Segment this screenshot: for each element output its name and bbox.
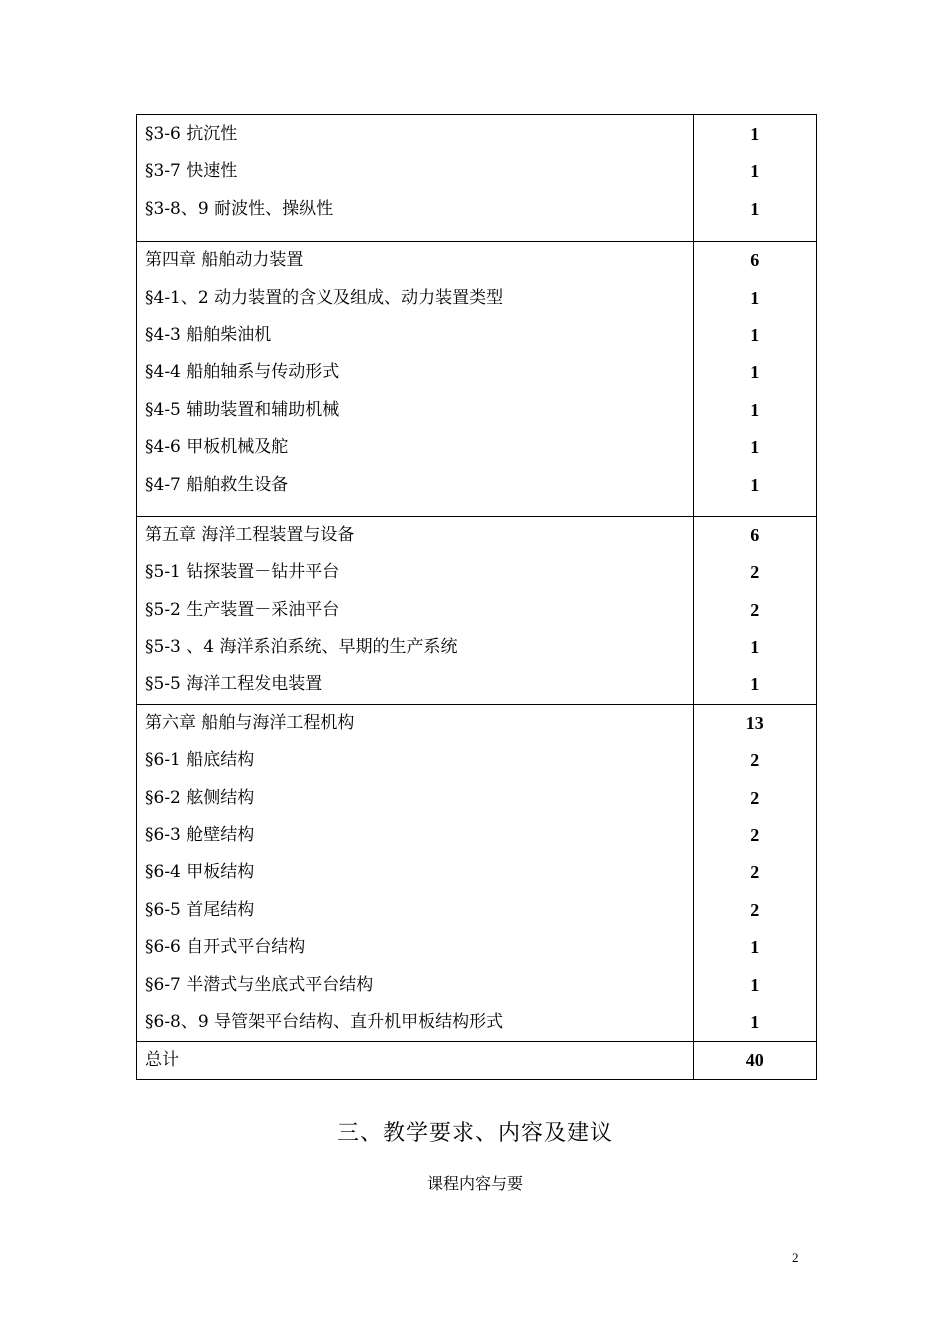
topic-cell (137, 115, 694, 242)
hours-value: 2 (750, 787, 760, 808)
hours-value: 1 (750, 362, 760, 383)
topic-label: §3-7 快速性 (145, 161, 238, 182)
hours-cell (693, 516, 816, 704)
topic-label: §5-1 钻探装置－钻井平台 (145, 562, 340, 583)
hours-value: 1 (750, 198, 760, 219)
hours-value: 6 (750, 250, 760, 271)
topic-label: §4-5 辅助装置和辅助机械 (145, 399, 340, 420)
topic-label: §6-5 首尾结构 (145, 899, 255, 920)
topic-cell (137, 704, 694, 1042)
topic-cell (137, 242, 694, 517)
topic-label: §3-8、9 耐波性、操纵性 (145, 198, 334, 219)
section-heading: 三、教学要求、内容及建议 (336, 1121, 613, 1146)
hours-value: 1 (750, 674, 760, 695)
topic-label: §6-8、9 导管架平台结构、直升机甲板结构形式 (145, 1011, 504, 1032)
hours-value: 1 (750, 399, 760, 420)
table-row-group (137, 516, 817, 704)
hours-value: 6 (750, 524, 760, 545)
hours-value: 2 (750, 750, 760, 771)
topic-label: §4-6 甲板机械及舵 (145, 437, 289, 458)
hours-value: 1 (750, 637, 760, 658)
hours-value: 2 (750, 599, 760, 620)
hours-value: 1 (750, 937, 760, 958)
table-row-group (137, 115, 817, 242)
topic-label: §6-1 船底结构 (145, 750, 255, 771)
hours-value: 13 (745, 712, 764, 733)
topic-label: §6-4 甲板结构 (145, 862, 255, 883)
hours-value: 2 (750, 862, 760, 883)
hours-value: 1 (750, 124, 760, 144)
course-hours-table-body (137, 115, 817, 1080)
table-row-group (137, 242, 817, 517)
hours-value: 2 (750, 562, 760, 583)
hours-cell (693, 704, 816, 1042)
hours-cell (693, 115, 816, 242)
subheading: 课程内容与要 (426, 1174, 523, 1193)
topic-label: §6-3 舱壁结构 (145, 825, 255, 846)
topic-label: §5-2 生产装置－采油平台 (145, 599, 340, 620)
chapter-heading: 第六章 船舶与海洋工程机构 (145, 712, 355, 733)
topic-label: §4-7 船舶救生设备 (145, 474, 289, 495)
hours-cell (693, 242, 816, 517)
hours-value: 2 (750, 825, 760, 846)
topic-label: §5-5 海洋工程发电装置 (145, 674, 323, 695)
course-hours-table (136, 114, 817, 1080)
total-label: 总计 (137, 1042, 694, 1080)
hours-value: 2 (750, 899, 760, 920)
total-row (137, 1042, 817, 1080)
hours-value: 1 (750, 324, 760, 345)
hours-value: 1 (750, 1011, 760, 1032)
total-hours-value: 40 (693, 1042, 816, 1080)
chapter-heading: 第四章 船舶动力装置 (145, 250, 304, 271)
hours-value: 1 (750, 974, 760, 995)
chapter-heading: 第五章 海洋工程装置与设备 (145, 524, 355, 545)
topic-label: §4-3 船舶柴油机 (145, 324, 272, 345)
topic-cell (137, 516, 694, 704)
hours-value: 1 (750, 161, 760, 182)
topic-label: §3-6 抗沉性 (145, 124, 238, 144)
topic-label: §4-4 船舶轴系与传动形式 (145, 362, 340, 383)
topic-label: §5-3 、4 海洋系泊系统、早期的生产系统 (145, 637, 458, 658)
topic-label: §6-2 舷侧结构 (145, 787, 255, 808)
page-number: 2 (792, 1250, 799, 1265)
hours-value: 1 (750, 287, 760, 308)
hours-value: 1 (750, 437, 760, 458)
table-row-group (137, 704, 817, 1042)
hours-value: 1 (750, 474, 760, 495)
topic-label: §6-6 自开式平台结构 (145, 937, 306, 958)
topic-label: §6-7 半潜式与坐底式平台结构 (145, 974, 374, 995)
topic-label: §4-1、2 动力装置的含义及组成、动力装置类型 (145, 287, 504, 308)
